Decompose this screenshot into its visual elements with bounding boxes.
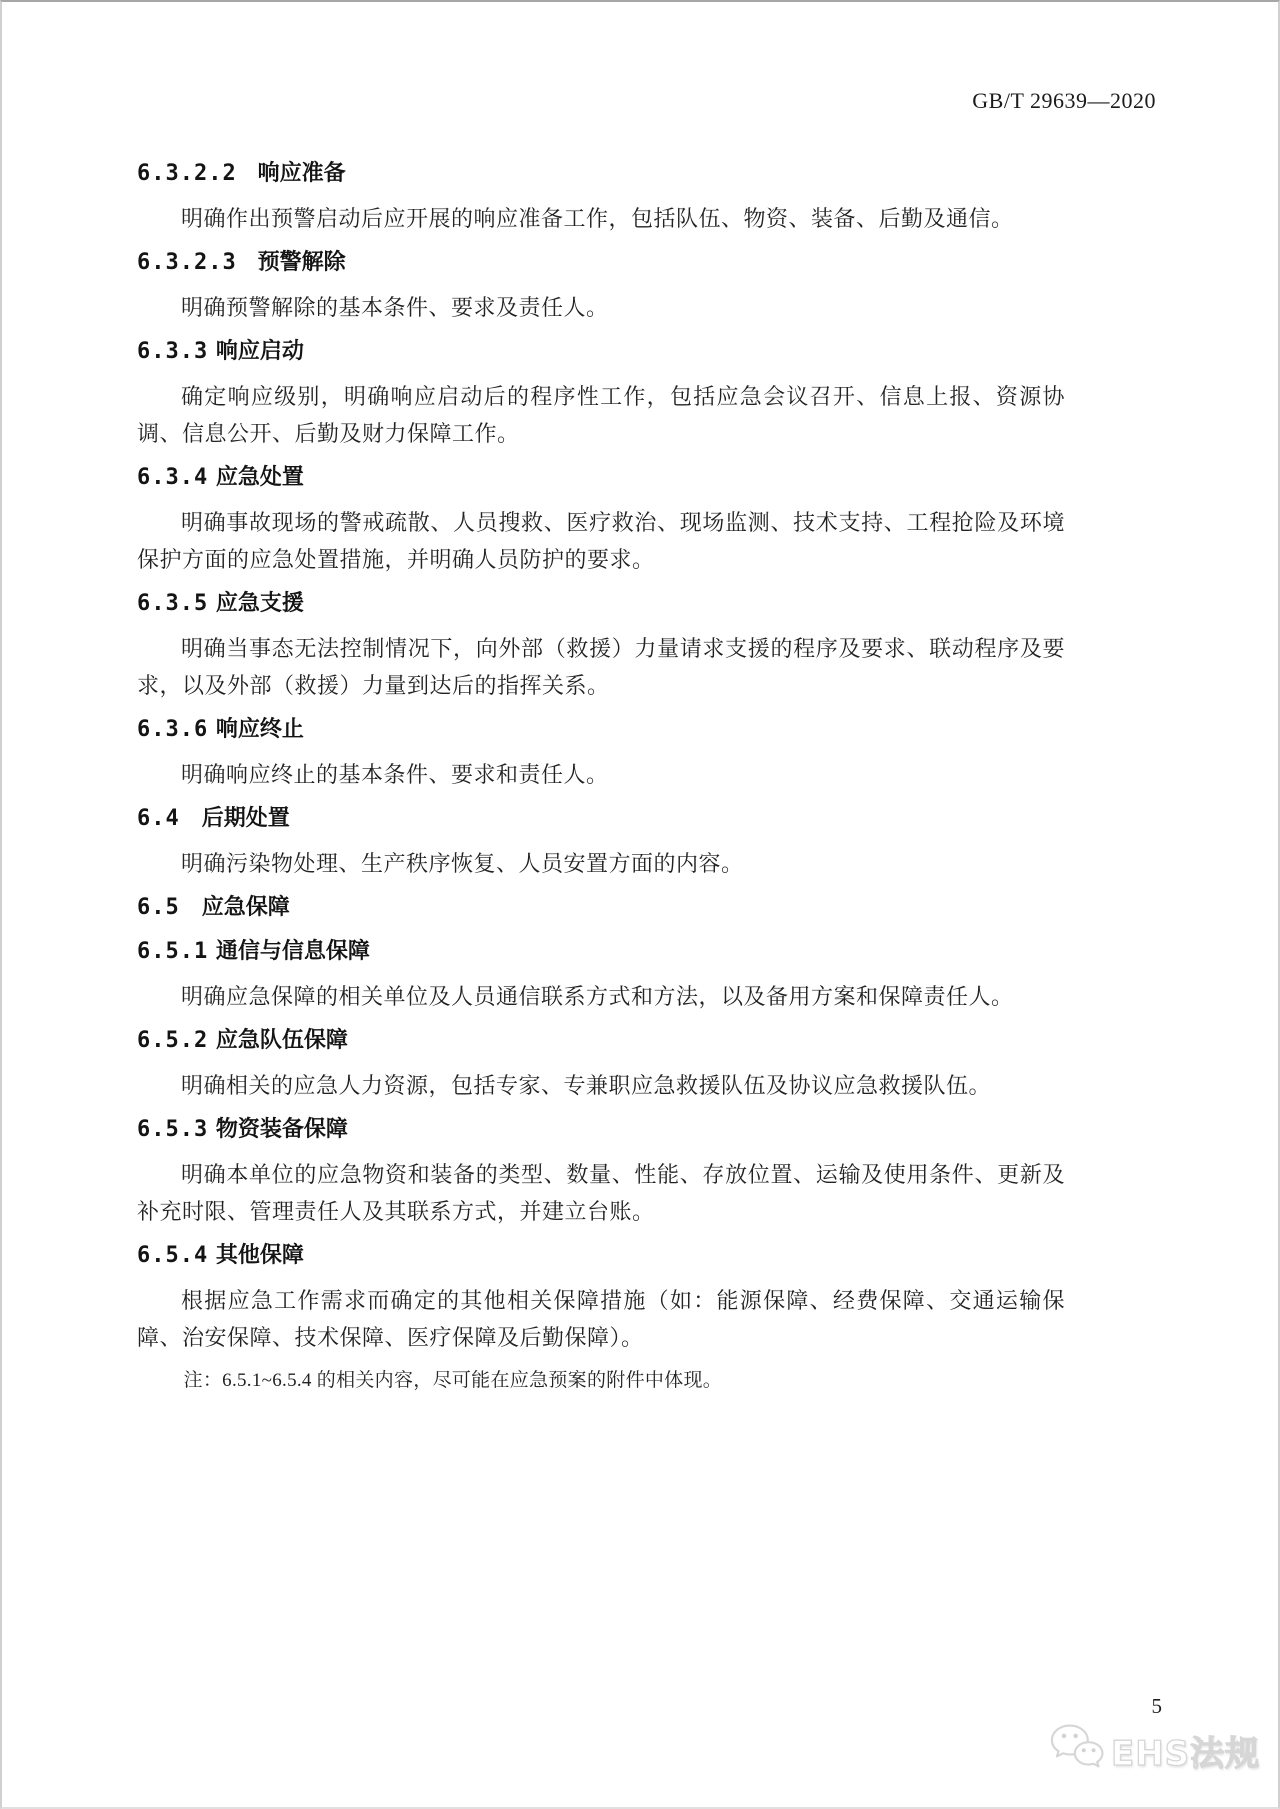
section-heading [137,334,1065,370]
section-heading [137,1238,1065,1274]
body-paragraph: 明确相关的应急人力资源，包括专家、专兼职应急救援队伍及协议应急救援队伍。 [181,1073,992,1098]
body-paragraph: 明确污染物处理、生产秩序恢复、人员安置方面的内容。 [181,851,744,876]
section-number: 6.3.5 [137,591,209,616]
standard-code-header: GB/T 29639—2020 [972,88,1156,113]
body-paragraph: 明确响应终止的基本条件、要求和责任人。 [181,762,609,787]
page-number: 5 [1151,1694,1162,1718]
section-number: 6.5.4 [137,1243,209,1268]
section-title: 应急保障 [201,895,290,920]
section-number: 6.5.1 [137,939,209,964]
section-heading [137,460,1065,496]
section-number: 6.5.2 [137,1028,209,1053]
section-heading [137,156,1065,192]
section-title: 响应终止 [215,717,304,742]
note-paragraph: 注：6.5.1~6.5.4 的相关内容，尽可能在应急预案的附件中体现。 [183,1370,723,1391]
watermark [1048,1722,1260,1779]
body-paragraph: 明确当事态无法控制情况下，向外部（救援）力量请求支援的程序及要求、联动程序及要求，以及外部（救援）力量到达后的指挥关系。 [137,636,1065,698]
section-title: 响应启动 [215,339,304,364]
watermark-label: EHS法规 [1111,1734,1261,1774]
section-title: 其他保障 [215,1243,304,1268]
section-title: 应急队伍保障 [215,1028,348,1053]
section-heading [137,934,1065,970]
section-number: 6.5 [137,895,180,920]
section-title: 通信与信息保障 [215,939,370,964]
section-title: 预警解除 [257,250,346,275]
section-heading [137,586,1065,622]
body-paragraph: 明确本单位的应急物资和装备的类型、数量、性能、存放位置、运输及使用条件、更新及补充时限、管理责任人及其联系方式，并建立台账。 [137,1162,1065,1224]
body-paragraph: 明确作出预警启动后应开展的响应准备工作，包括队伍、物资、装备、后勤及通信。 [181,206,1014,231]
document-body [137,148,1065,1398]
section-heading [137,890,1065,926]
body-paragraph: 明确事故现场的警戒疏散、人员搜救、医疗救治、现场监测、技术支持、工程抢险及环境保护方面的应急处置措施，并明确人员防护的要求。 [137,510,1065,572]
section-title: 后期处置 [201,806,290,831]
section-heading [137,712,1065,748]
section-heading [137,245,1065,281]
section-heading [137,801,1065,837]
section-title: 物资装备保障 [215,1117,348,1142]
body-paragraph: 根据应急工作需求而确定的其他相关保障措施（如：能源保障、经费保障、交通运输保障、治安保障、技术保障、医疗保障及后勤保障）。 [137,1288,1065,1350]
section-title: 应急支援 [215,591,304,616]
section-number: 6.3.3 [137,339,209,364]
section-number: 6.5.3 [137,1117,209,1142]
wechat-icon [1048,1722,1106,1779]
section-number: 6.3.6 [137,717,209,742]
body-paragraph: 确定响应级别，明确响应启动后的程序性工作，包括应急会议召开、信息上报、资源协调、信息公开、后勤及财力保障工作。 [137,384,1065,446]
section-heading [137,1112,1065,1148]
section-number: 6.4 [137,806,180,831]
section-number: 6.3.2.3 [137,250,237,275]
body-paragraph: 明确预警解除的基本条件、要求及责任人。 [181,295,609,320]
section-title: 应急处置 [215,465,304,490]
section-title: 响应准备 [257,161,346,186]
body-paragraph: 明确应急保障的相关单位及人员通信联系方式和方法，以及备用方案和保障责任人。 [181,984,1014,1009]
section-number: 6.3.4 [137,465,209,490]
section-heading [137,1023,1065,1059]
section-number: 6.3.2.2 [137,161,237,186]
